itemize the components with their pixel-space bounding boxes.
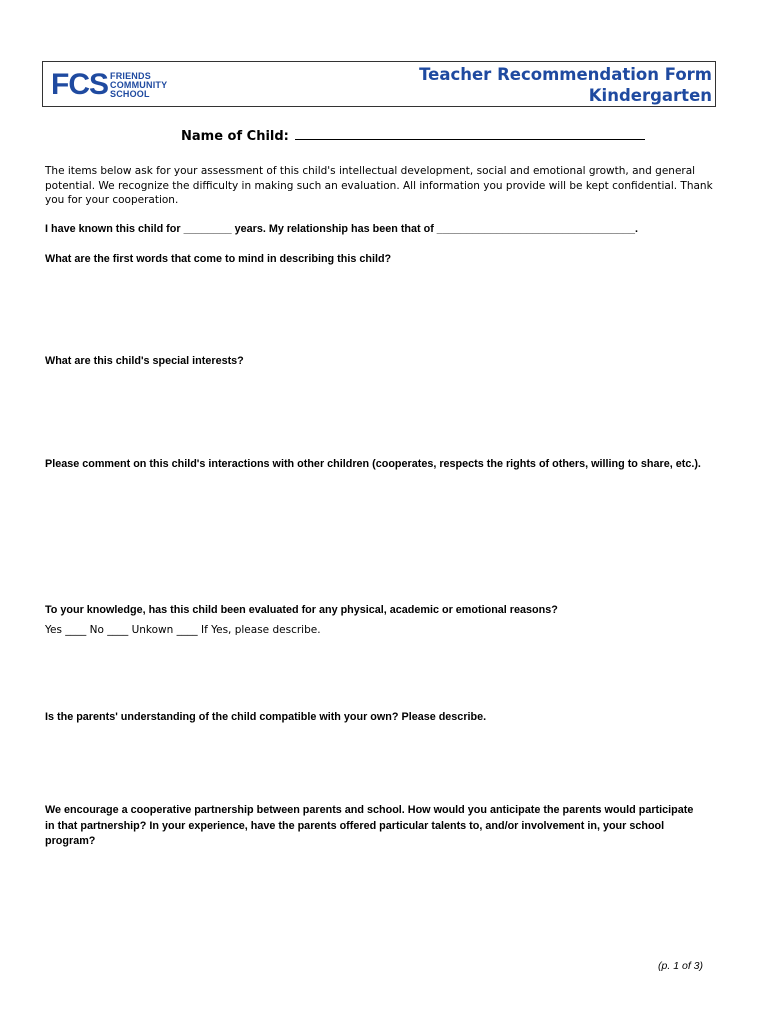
school-logo <box>51 68 167 102</box>
logo-mark: FCS <box>51 68 108 101</box>
evaluated-options: Yes ____ No ____ Unkown ____ If Yes, please describe. <box>45 624 321 636</box>
form-title-line-2: Kindergarten <box>588 86 712 105</box>
question-special-interests: What are this child's special interests? <box>45 355 244 367</box>
question-known-duration: I have known this child for ________ years. My relationship has been that of _________________________________. <box>45 223 638 235</box>
logo-words <box>110 72 167 99</box>
question-first-words: What are the first words that come to mind in describing this child? <box>45 253 392 265</box>
logo-line-1: FRIENDS <box>110 70 151 81</box>
question-parents-understanding: Is the parents' understanding of the child compatible with your own? Please describe. <box>45 711 487 723</box>
question-interactions: Please comment on this child's interactions with other children (cooperates, respects the rights of others, willing to share, etc.). <box>45 458 701 470</box>
intro-paragraph: The items below ask for your assessment of this child's intellectual development, social and emotional growth, and general potential. We recognize the difficulty in making such an evaluation. All information you provide will be kept confidential. Thank you for your cooperation. <box>45 165 713 206</box>
logo-line-3: SCHOOL <box>110 88 150 99</box>
form-title-line-1: Teacher Recommendation Form <box>419 65 712 84</box>
question-partnership: We encourage a cooperative partnership between parents and school. How would you anticipate the parents would participate in that partnership? In your experience, have the parents offered particular talents to, and/or involvement in, your school program? <box>45 804 694 847</box>
page-number: (p. 1 of 3) <box>658 960 703 972</box>
child-name-label: Name of Child: <box>181 129 289 144</box>
question-evaluated: To your knowledge, has this child been evaluated for any physical, academic or emotional reasons? <box>45 604 558 616</box>
form-header <box>42 61 716 107</box>
child-name-blank[interactable] <box>295 127 645 140</box>
child-name-field <box>181 127 645 144</box>
form-title <box>419 64 712 106</box>
logo-line-2: COMMUNITY <box>110 79 168 90</box>
